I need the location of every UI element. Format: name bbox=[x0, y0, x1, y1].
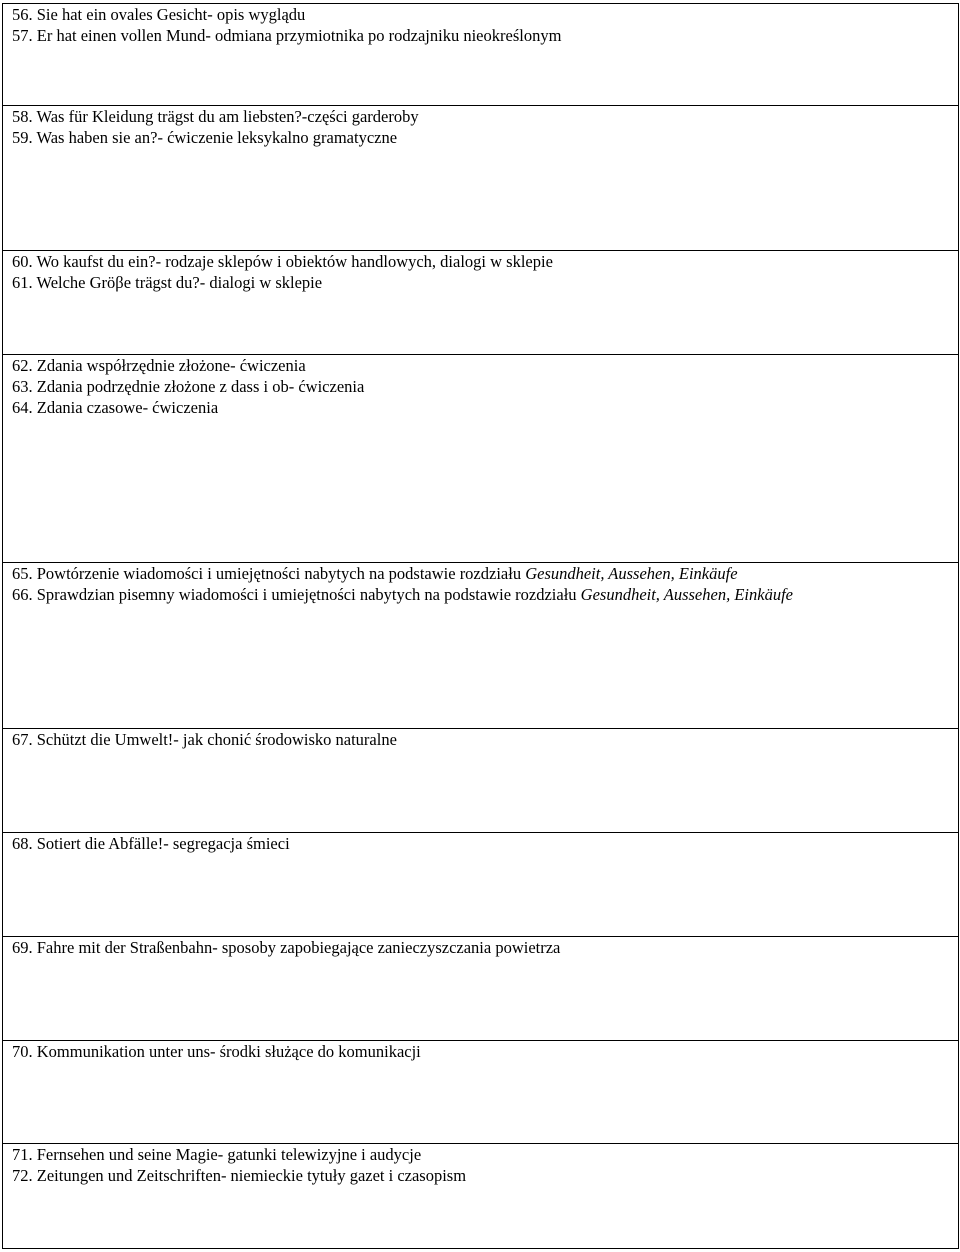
table-cell bbox=[3, 4, 959, 106]
table-row bbox=[3, 1041, 959, 1144]
lesson-item: 62. Zdania współrzędnie złożone- ćwiczenia bbox=[12, 356, 306, 375]
lesson-item: 68. Sotiert die Abfälle!- segregacja śmieci bbox=[12, 834, 290, 853]
table-row bbox=[3, 1144, 959, 1249]
lesson-item: 71. Fernsehen und seine Magie- gatunki telewizyjne i audycje bbox=[12, 1145, 422, 1164]
table-cell bbox=[3, 563, 959, 729]
lesson-item: 58. Was für Kleidung trägst du am liebsten?-części garderoby bbox=[12, 107, 419, 126]
lesson-item: 60. Wo kaufst du ein?- rodzaje sklepów i obiektów handlowych, dialogi w sklepie bbox=[12, 252, 553, 271]
lesson-item: 57. Er hat einen vollen Mund- odmiana przymiotnika po rodzajniku nieokreślonym bbox=[12, 25, 562, 45]
table-row bbox=[3, 833, 959, 937]
table-row bbox=[3, 251, 959, 355]
lesson-item: 64. Zdania czasowe- ćwiczenia bbox=[12, 397, 219, 417]
table-row bbox=[3, 4, 959, 106]
lesson-item: 61. Welche Gröβe trägst du?- dialogi w sklepie bbox=[12, 272, 323, 292]
lesson-item: 56. Sie hat ein ovales Gesicht- opis wyglądu bbox=[12, 5, 306, 24]
lesson-item: 59. Was haben sie an?- ćwiczenie leksykalno gramatyczne bbox=[12, 127, 398, 147]
table-row bbox=[3, 729, 959, 833]
lesson-plan-table bbox=[2, 3, 959, 1249]
table-cell bbox=[3, 106, 959, 251]
table-cell bbox=[3, 833, 959, 937]
table-cell bbox=[3, 729, 959, 833]
table-row bbox=[3, 106, 959, 251]
lesson-item bbox=[12, 564, 958, 585]
lesson-item: 69. Fahre mit der Straßenbahn- sposoby zapobiegające zanieczyszczania powietrza bbox=[12, 938, 561, 957]
table-cell bbox=[3, 937, 959, 1041]
table-cell bbox=[3, 251, 959, 355]
lesson-item-italic: Gesundheit, Aussehen, Einkäufe bbox=[580, 584, 793, 604]
table-row bbox=[3, 355, 959, 563]
lesson-item: 70. Kommunikation unter uns- środki służące do komunikacji bbox=[12, 1042, 421, 1061]
lesson-item-text: 66. Sprawdzian pisemny wiadomości i umiejętności nabytych na podstawie rozdziału bbox=[12, 584, 581, 604]
lesson-item bbox=[12, 585, 958, 606]
table-cell bbox=[3, 1144, 959, 1249]
lesson-item: 63. Zdania podrzędnie złożone z dass i ob- ćwiczenia bbox=[12, 376, 365, 396]
table-row bbox=[3, 563, 959, 729]
lesson-item: 72. Zeitungen und Zeitschriften- niemieckie tytuły gazet i czasopism bbox=[12, 1165, 467, 1185]
lesson-item-text: 65. Powtórzenie wiadomości i umiejętności nabytych na podstawie rozdziału bbox=[12, 564, 526, 583]
table-row bbox=[3, 937, 959, 1041]
table-cell bbox=[3, 1041, 959, 1144]
table-cell bbox=[3, 355, 959, 563]
lesson-item-italic: Gesundheit, Aussehen, Einkäufe bbox=[525, 564, 738, 583]
lesson-item: 67. Schützt die Umwelt!- jak chonić środowisko naturalne bbox=[12, 730, 397, 749]
